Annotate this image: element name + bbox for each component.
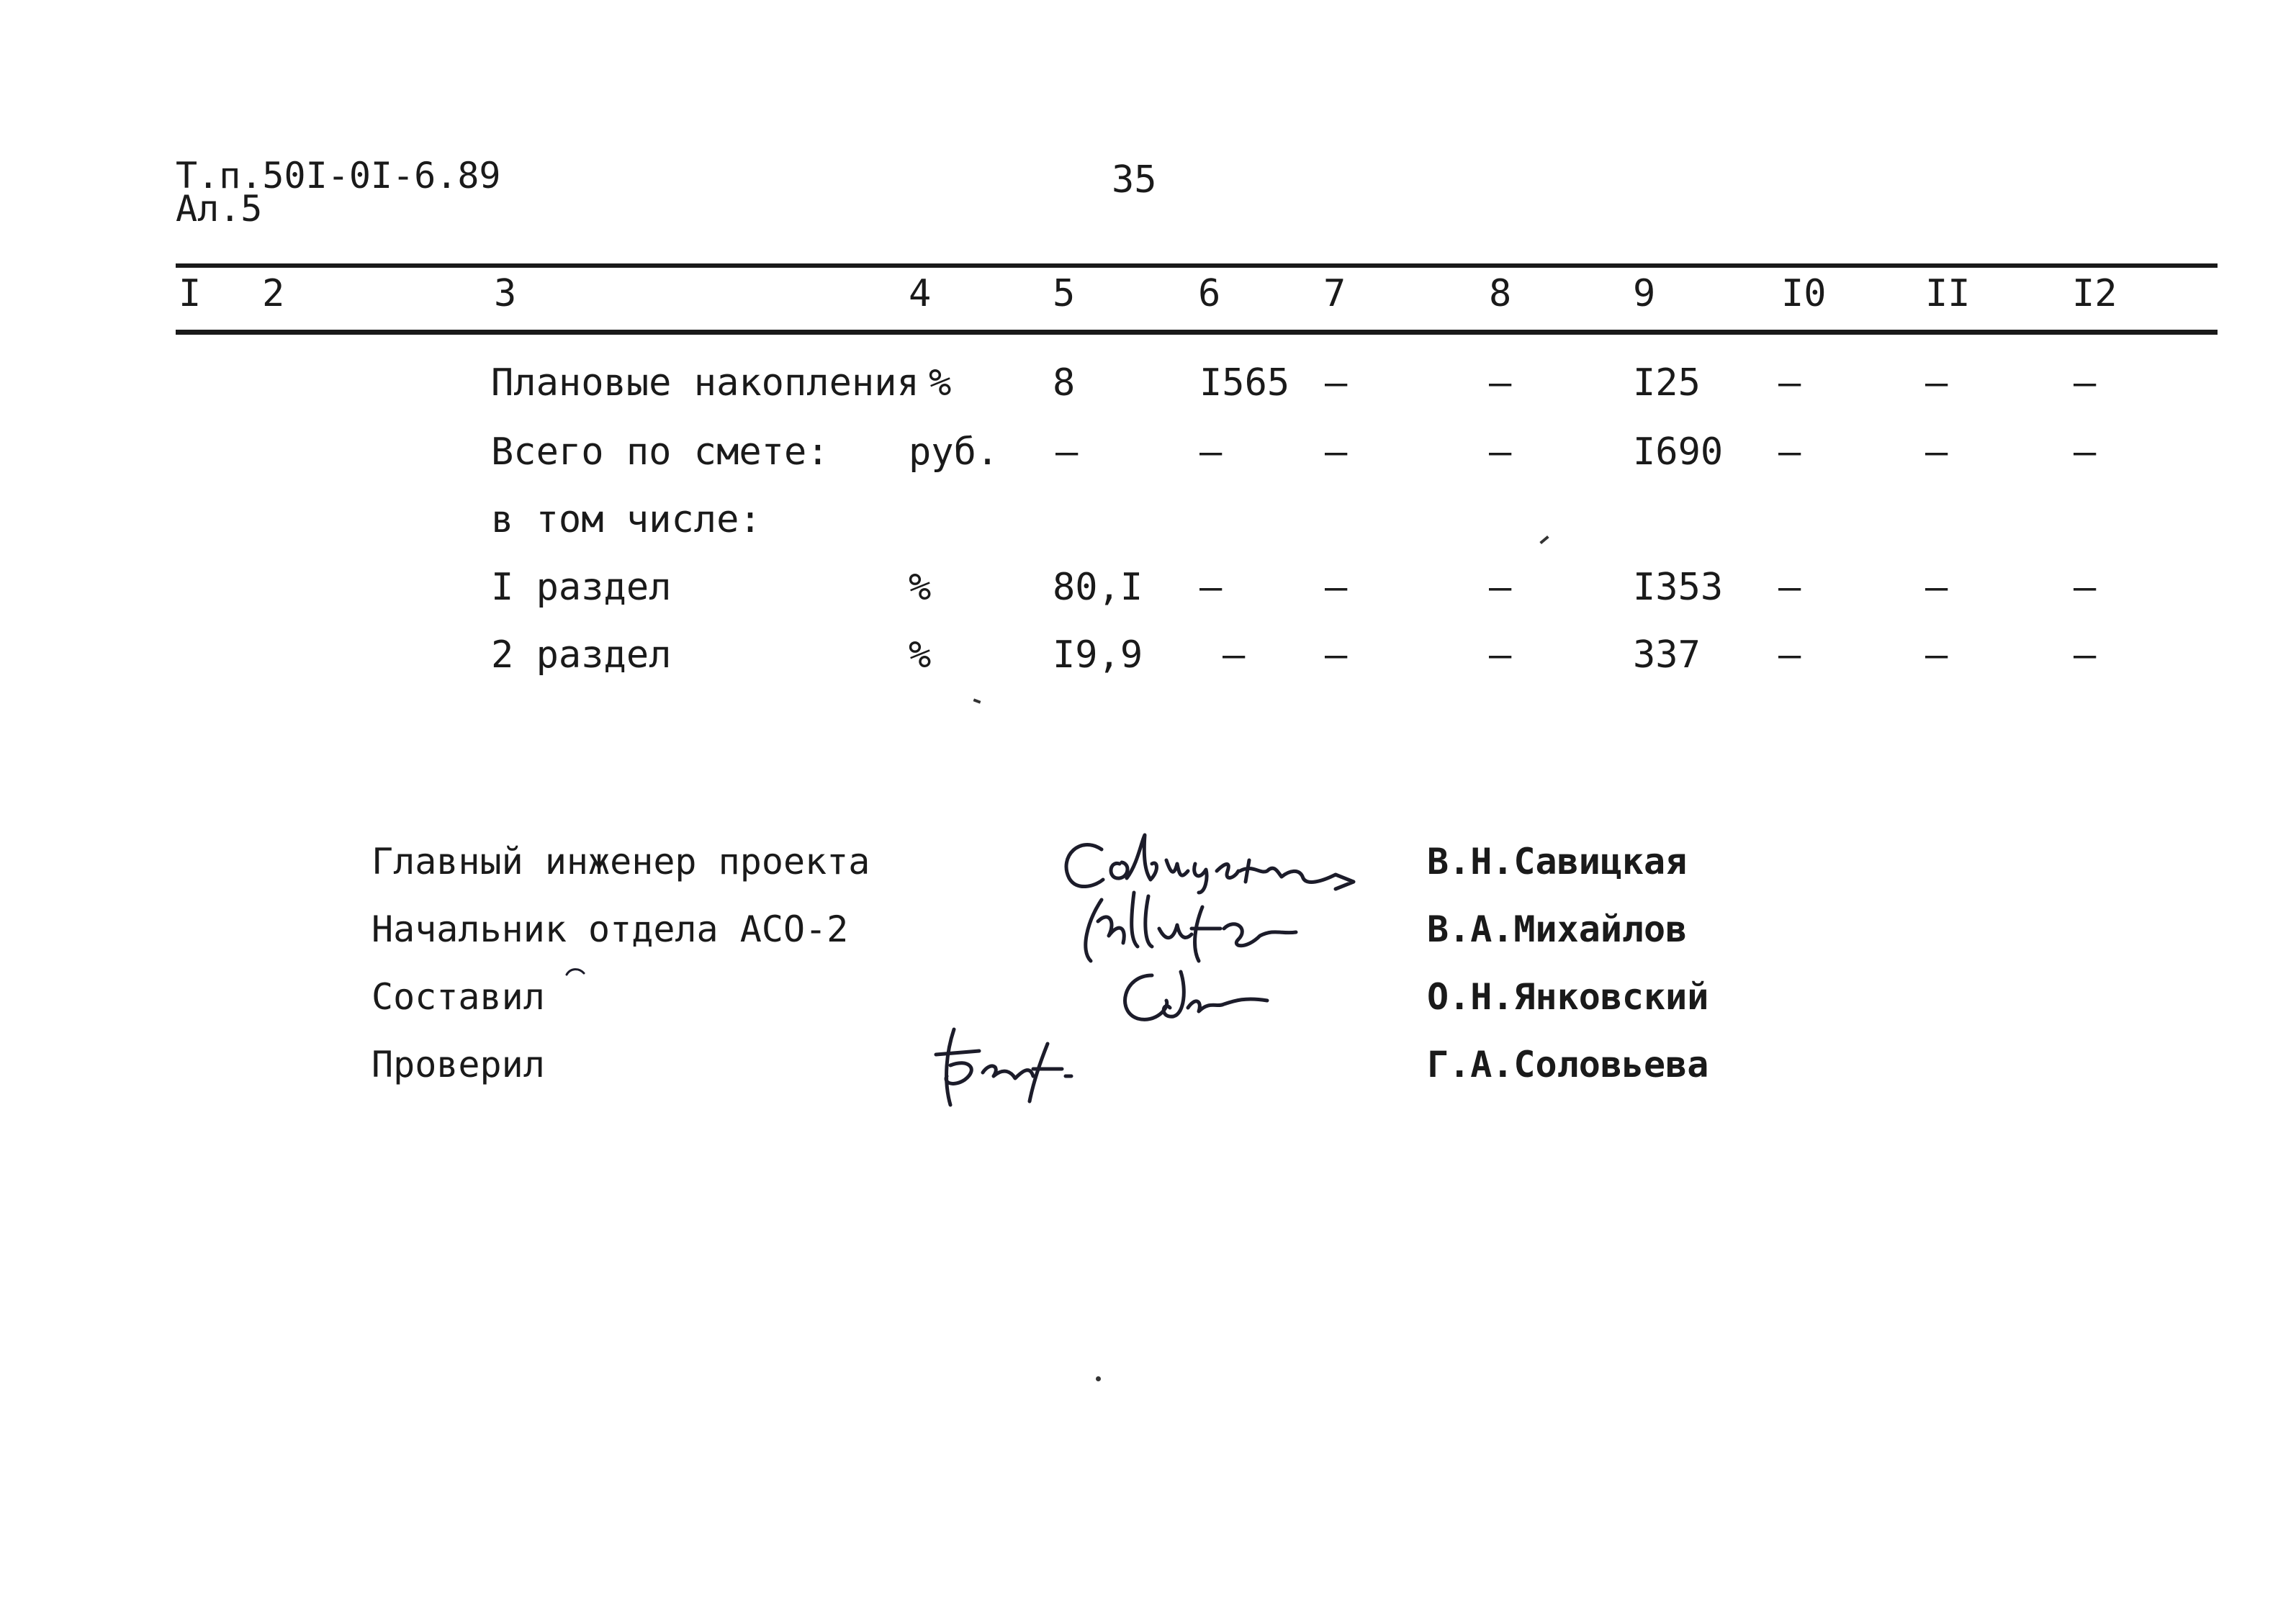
signature-solovyeva: [914, 1015, 1102, 1116]
signer-role: Главный инженер проекта: [372, 841, 870, 883]
table-top-rule: [176, 263, 2218, 268]
document-code: Т.п.50I-0I-6.89: [176, 155, 501, 197]
column-header: 6: [1198, 272, 1221, 315]
row-name: Всего по смете:: [491, 430, 829, 474]
column-header: I0: [1781, 272, 1827, 315]
cell-col5: 80,I: [1053, 566, 1143, 609]
row-unit: руб.: [909, 430, 999, 474]
row-name: 2 раздел: [491, 633, 672, 677]
cell-col7: –: [1325, 566, 1348, 609]
cell-col11: –: [1925, 361, 1948, 405]
cell-col5: 8: [1053, 361, 1076, 405]
table-header-rule: [176, 330, 2218, 335]
signature-yankovsky: [1102, 957, 1289, 1037]
column-header: 4: [909, 272, 932, 315]
signer-name: Г.А.Соловьева: [1427, 1044, 1709, 1085]
cell-col6: I565: [1199, 361, 1290, 405]
column-header: 5: [1053, 272, 1076, 315]
cell-col10: –: [1778, 566, 1801, 609]
cell-col12: –: [2074, 566, 2097, 609]
scan-speck: [1539, 536, 1549, 544]
cell-col12: –: [2074, 430, 2097, 474]
cell-col5: –: [1055, 430, 1079, 474]
cell-col6: –: [1199, 430, 1223, 474]
column-header: 3: [494, 272, 517, 315]
cell-col9: I353: [1633, 566, 1724, 609]
row-name: в том числе:: [491, 498, 762, 541]
row-unit: %: [909, 566, 932, 609]
cell-col10: –: [1778, 430, 1801, 474]
row-unit: %: [929, 361, 952, 405]
row-name: Плановые накопления: [491, 361, 919, 405]
cell-col9: I25: [1633, 361, 1701, 405]
cell-col9: I690: [1633, 430, 1724, 474]
cell-col9: 337: [1633, 633, 1701, 677]
cell-col12: –: [2074, 633, 2097, 677]
signer-role: Начальник отдела АСО-2: [372, 908, 849, 950]
page-number: 35: [1112, 158, 1157, 202]
scan-speck: [1096, 1376, 1101, 1381]
cell-col6: –: [1223, 633, 1246, 677]
column-header: I2: [2072, 272, 2117, 315]
cell-col11: –: [1925, 566, 1948, 609]
cell-col7: –: [1325, 633, 1348, 677]
row-unit: %: [909, 633, 932, 677]
pen-mark: [564, 966, 586, 978]
cell-col10: –: [1778, 361, 1801, 405]
cell-col8: –: [1489, 361, 1512, 405]
row-name: I раздел: [491, 566, 672, 609]
column-header: 2: [262, 272, 285, 315]
cell-col10: –: [1778, 633, 1801, 677]
album-number: Ал.5: [176, 188, 263, 230]
signer-name: В.Н.Савицкая: [1427, 841, 1688, 883]
cell-col12: –: [2074, 361, 2097, 405]
signer-role: Составил: [372, 976, 545, 1018]
cell-col8: –: [1489, 633, 1512, 677]
signer-name: В.А.Михайлов: [1427, 908, 1688, 950]
cell-col5: I9,9: [1053, 633, 1143, 677]
signer-role: Проверил: [372, 1044, 545, 1085]
column-header: 7: [1323, 272, 1346, 315]
signer-name: О.Н.Янковский: [1427, 976, 1709, 1018]
column-header: 8: [1489, 272, 1512, 315]
scan-speck: [973, 698, 981, 703]
cell-col11: –: [1925, 633, 1948, 677]
cell-col6: –: [1199, 566, 1223, 609]
cell-col8: –: [1489, 566, 1512, 609]
cell-col7: –: [1325, 361, 1348, 405]
column-header: II: [1925, 272, 1971, 315]
column-header: I: [179, 272, 202, 315]
cell-col11: –: [1925, 430, 1948, 474]
cell-col7: –: [1325, 430, 1348, 474]
column-header: 9: [1633, 272, 1656, 315]
cell-col8: –: [1489, 430, 1512, 474]
